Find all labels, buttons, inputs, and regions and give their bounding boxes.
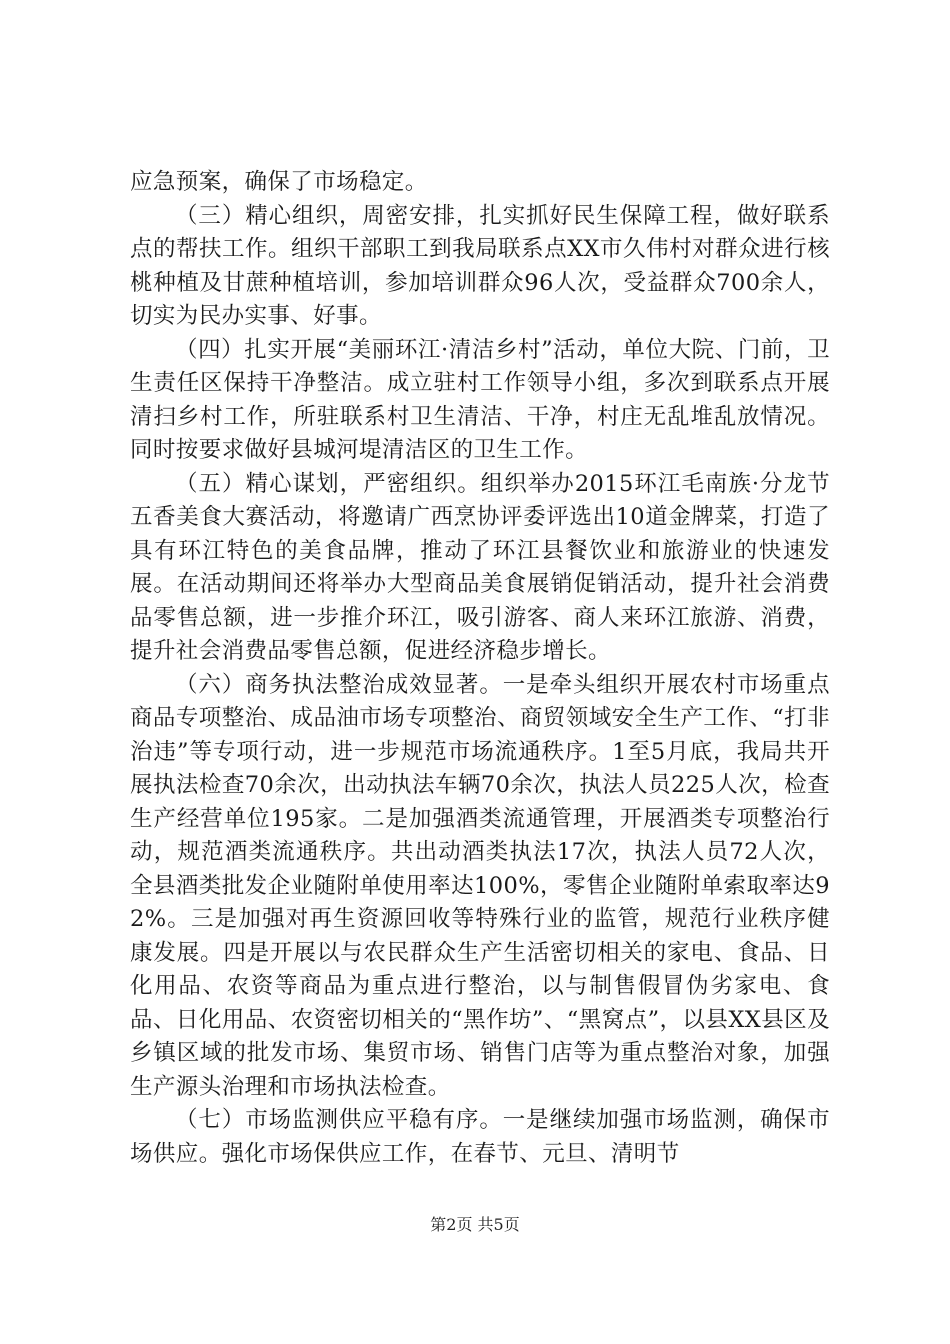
document-body <box>130 166 830 1171</box>
paragraph-section-7: （七）市场监测供应平稳有序。一是继续加强市场监测，确保市场供应。强化市场保供应工作，在春节、元旦、清明节 <box>130 1107 830 1167</box>
paragraph-section-3: （三）精心组织，周密安排，扎实抓好民生保障工程，做好联系点的帮扶工作。组织干部职工到我局联系点XX市久伟村对群众进行核桃种植及甘蔗种植培训，参加培训群众96人次，受益群众700余人，切实为民办实事、好事。 <box>130 202 830 329</box>
paragraph-section-5: （五）精心谋划，严密组织。组织举办2015环江毛南族·分龙节五香美食大赛活动，将邀请广西烹协评委评选出10道金牌菜，打造了具有环江特色的美食品牌，推动了环江县餐饮业和旅游业的快速发展。在活动期间还将举办大型商品美食展销促销活动，提升社会消费品零售总额，进一步推介环江，吸引游客、商人来环江旅游、消费，提升社会消费品零售总额，促进经济稳步增长。 <box>130 470 830 664</box>
paragraph-section-4: （四）扎实开展“美丽环江·清洁乡村”活动，单位大院、门前，卫生责任区保持干净整洁。成立驻村工作领导小组，多次到联系点开展清扫乡村工作，所驻联系村卫生清洁、干净，村庄无乱堆乱放情况。同时按要求做好县城河堤清洁区的卫生工作。 <box>130 336 830 463</box>
page-footer: 第2页 共5页 <box>430 1215 520 1234</box>
paragraph-section-6: （六）商务执法整治成效显著。一是牵头组织开展农村市场重点商品专项整治、成品油市场专项整治、商贸领域安全生产工作、“打非治违”等专项行动，进一步规范市场流通秩序。1至5月底，我局共开展执法检查70余次，出动执法车辆70余次，执法人员225人次，检查生产经营单位195家。二是加强酒类流通管理，开展酒类专项整治行动，规范酒类流通秩序。共出动酒类执法17次，执法人员72人次，全县酒类批发企业随附单使用率达100%，零售企业随附单索取率达92%。三是加强对再生资源回收等特殊行业的监管，规范行业秩序健康发展。四是开展以与农民群众生产生活密切相关的家电、食品、日化用品、农资等商品为重点进行整治，以与制售假冒伪劣家电、食品、日化用品、农资密切相关的“黑作坊”、“黑窝点”，以县XX县区及乡镇区域的批发市场、集贸市场、销售门店等为重点整治对象，加强生产源头治理和市场执法检查。 <box>130 671 830 1100</box>
paragraph-continuation: 应急预案，确保了市场稳定。 <box>130 169 428 195</box>
